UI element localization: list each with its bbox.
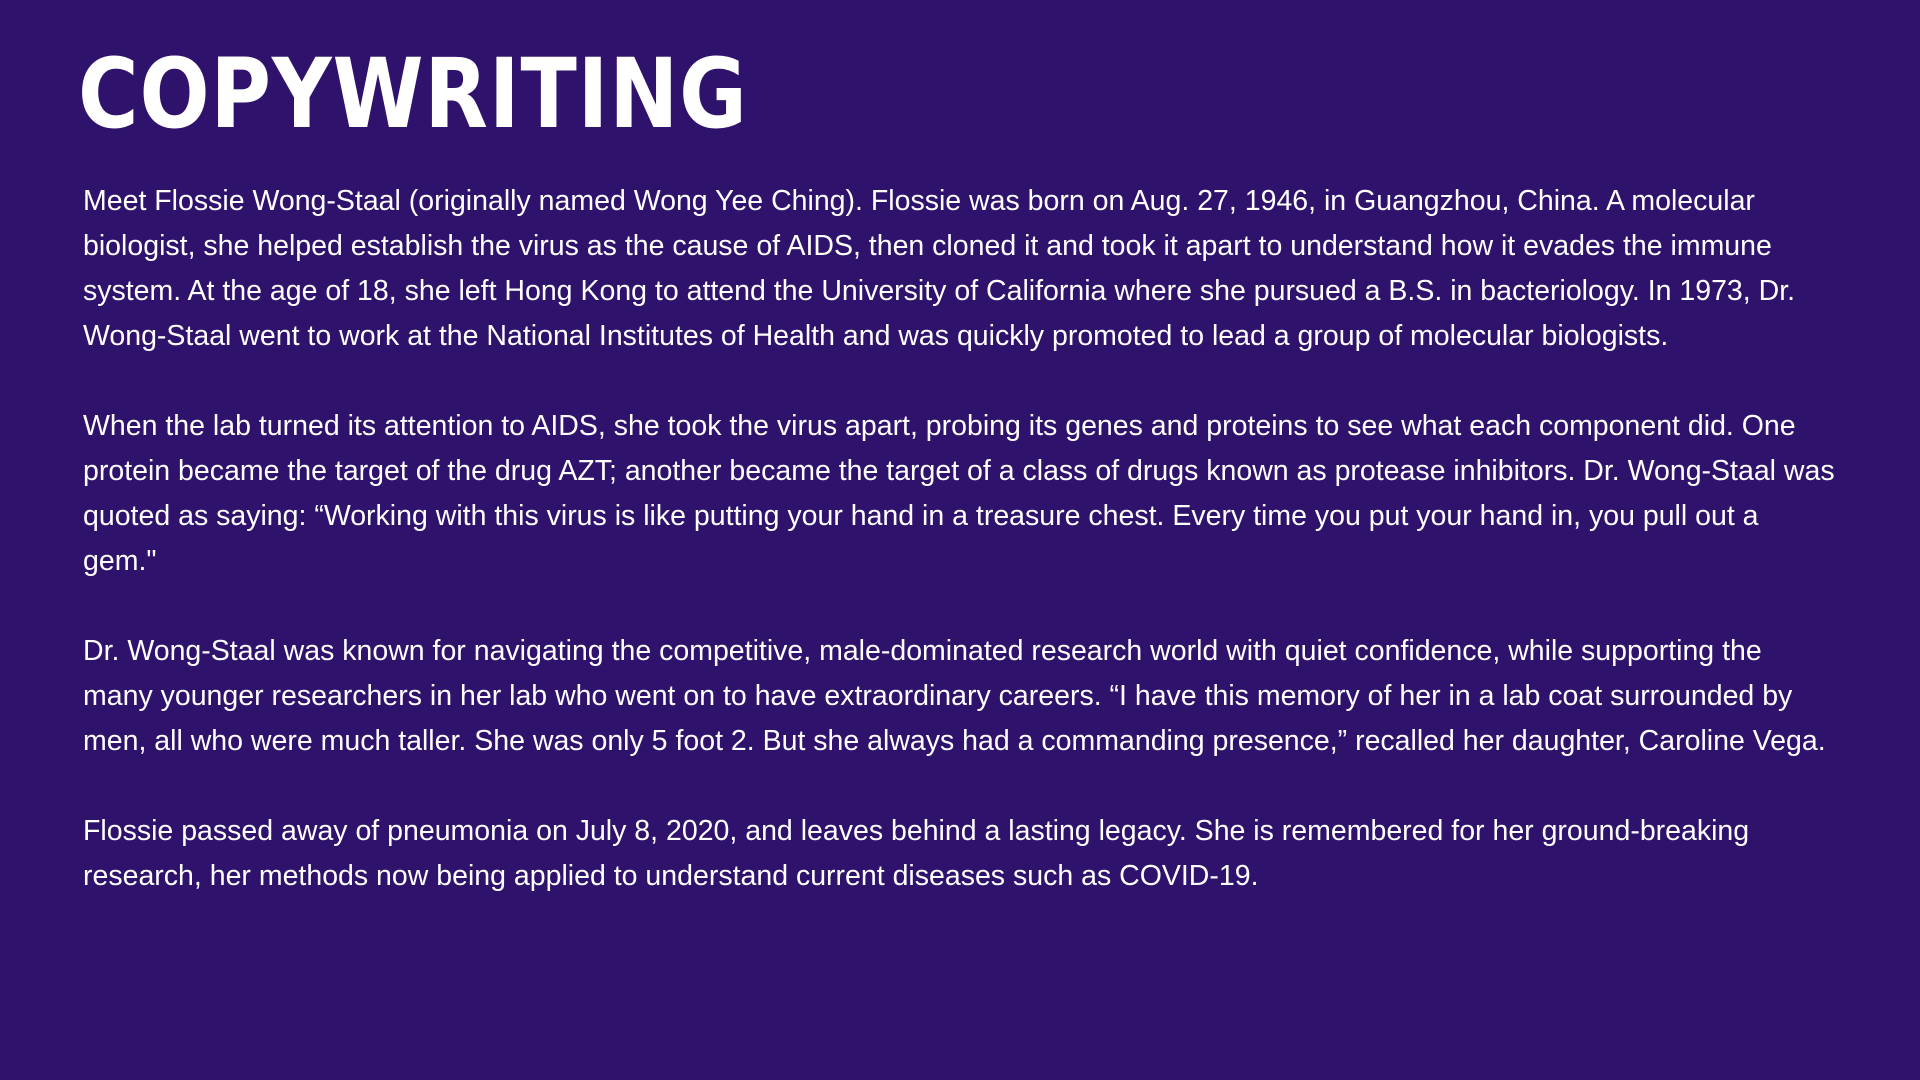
body-text xyxy=(83,179,1838,899)
page-title: COPYWRITING xyxy=(78,38,748,150)
paragraph-1: Meet Flossie Wong-Staal (originally named Wong Yee Ching). Flossie was born on Aug. 27, 1946, in Guangzhou, China. A molecular biologist, she helped establish the virus as the cause of AIDS, then cloned it and took it apart to understand how it evades the immune system. At the age of 18, she left Hong Kong to attend the University of California where she pursued a B.S. in bacteriology. In 1973, Dr. Wong-Staal went to work at the National Institutes of Health and was quickly promoted to lead a group of molecular biologists. xyxy=(83,185,1796,352)
paragraph-2: When the lab turned its attention to AIDS, she took the virus apart, probing its genes and proteins to see what each component did. One protein became the target of the drug AZT; another became the target of a class of drugs known as protease inhibitors. Dr. Wong-Staal was quoted as saying: “Working with this virus is like putting your hand in a treasure chest. Every time you put your hand in, you pull out a gem." xyxy=(83,410,1835,577)
paragraph-4: Flossie passed away of pneumonia on July 8, 2020, and leaves behind a lasting legacy. She is remembered for her ground-breaking research, her methods now being applied to understand current diseases such as COVID-19. xyxy=(83,815,1750,892)
paragraph-3: Dr. Wong-Staal was known for navigating the competitive, male-dominated research world with quiet confidence, while supporting the many younger researchers in her lab who went on to have extraordinary careers. “I have this memory of her in a lab coat surrounded by men, all who were much taller. She was only 5 foot 2. But she always had a commanding presence,” recalled her daughter, Caroline Vega. xyxy=(83,635,1826,757)
